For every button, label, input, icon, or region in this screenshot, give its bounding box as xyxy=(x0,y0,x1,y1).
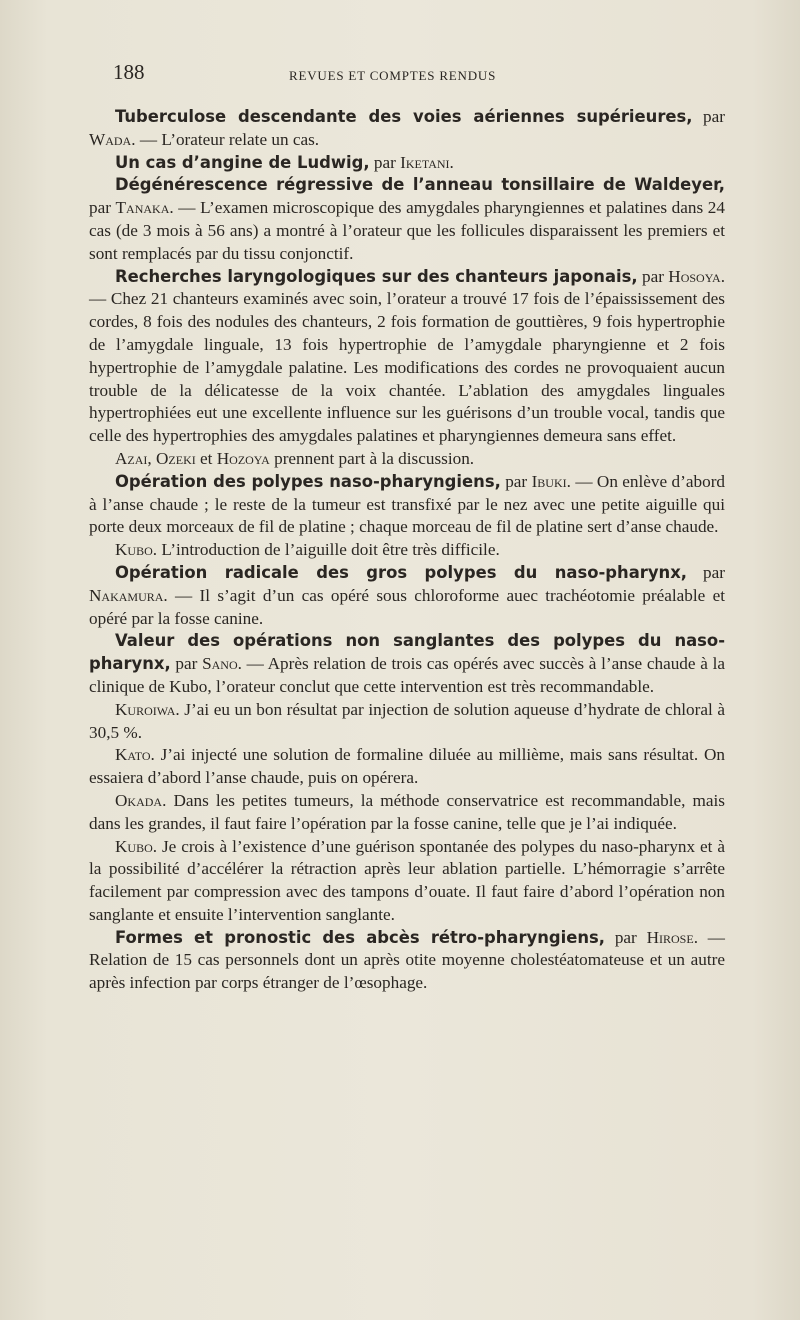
paragraph-text: . xyxy=(449,152,454,172)
paragraph-text: . — Relation de 15 cas personnels dont un après otite moyenne cholestéatomateuse et un autre après infection par corps étranger de l’œsophage. xyxy=(89,927,725,993)
article-body xyxy=(89,106,725,995)
author: Kubo xyxy=(115,836,153,856)
heading: Formes et pronostic des abcès rétro-pharyngiens, xyxy=(115,927,606,947)
paragraph-text: . — Après relation de trois cas opérés avec succès à l’anse chaude à la clinique de Kubo, l’orateur conclut que cette intervention est très recommandable. xyxy=(89,654,725,696)
paragraph: Formes et pronostic des abcès rétro-pharyngiens, par Hirose. — Relation de 15 cas personnels dont un après otite moyenne cholestéatomateuse et un autre après infection par corps étranger de l’œsophage. xyxy=(89,927,725,993)
paragraph-text: . J’ai eu un bon résultat par injection de solution aqueuse d’hydrate de chloral à 30,5 %. xyxy=(89,699,725,742)
paragraph xyxy=(89,699,725,745)
heading: Opération des polypes naso-pharyngiens, xyxy=(115,471,501,491)
author: Nakamura xyxy=(89,585,164,605)
paragraph xyxy=(89,539,725,562)
paragraph xyxy=(89,790,725,836)
author: Kuroiwa xyxy=(115,699,176,719)
author: Okada xyxy=(115,790,163,810)
author: Wada xyxy=(89,129,132,149)
author: Hirose xyxy=(646,927,694,947)
paragraph-text: . — Chez 21 chanteurs examinés avec soin, l’orateur a trouvé 17 fois de l’épaississement des cordes, 8 fois des nodules des chanteurs, 2 fois formation de gouttières, 9 fois hypertrophie de l’amygdale linguale, 13 fois hypertrophie de l’amygdale pharyngienne et 2 fois hypertrophie de l’amygdale palatine. Les modifications des cordes ne provoquaient aucun trouble de la délicatesse de la voix chantée. L’ablation des amygdales linguales hypertrophiées eut une excellente influence sur les guérisons d’un trouble vocal, tandis que celle des hypertrophies des amygdales palatines et pharyngiennes demeura sans effet. xyxy=(89,266,725,446)
paragraph-text: . L’introduction de l’aiguille doit être très difficile. xyxy=(152,540,500,560)
author: Hozoya xyxy=(216,448,270,468)
paragraph: Dégénérescence régressive de l’anneau tonsillaire de Waldeyer, par Tanaka. — L’examen microscopique des amygdales pharyngiennes et palatines dans 24 cas (de 3 mois à 56 ans) a montré à l’orateur que les follicules disparaissent les premiers et sont remplacés par du tissu conjonctif. xyxy=(89,175,725,263)
author: Azai, Ozeki xyxy=(115,448,196,468)
author: Kato xyxy=(115,745,151,765)
page-number: 188 xyxy=(113,60,145,84)
heading: Un cas d’angine de Ludwig, xyxy=(115,152,370,172)
paragraph: Un cas d’angine de Ludwig, par Iketani. xyxy=(115,152,454,172)
paragraph: Tuberculose descendante des voies aériennes supérieures, par Wada. — L’orateur relate un cas. xyxy=(89,107,725,149)
running-title: REVUES ET COMPTES RENDUS xyxy=(289,68,497,83)
paragraph xyxy=(89,744,725,790)
paragraph: Opération radicale des gros polypes du naso-pharynx, par Nakamura. — Il s’agit d’un cas opéré sous chloroforme auec trachéotomie préalable et opéré par la fosse canine. xyxy=(89,562,725,628)
author: Kubo xyxy=(115,540,153,560)
heading: Opération radicale des gros polypes du naso-pharynx, xyxy=(115,562,687,582)
heading: Valeur des opérations non sanglantes des polypes du naso-pharynx, xyxy=(89,631,725,674)
paragraph: Azai, Ozeki et Hozoya prennent part à la discussion. xyxy=(115,448,475,468)
paragraph-text: . — On enlève d’abord à l’anse chaude ; le reste de la tumeur est transfixé par le nez avec une petite aiguille qui porte deux morceaux de fil de platine ; chaque morceau de fil de platine sert d’anse chaude. xyxy=(89,471,726,537)
paragraph-text: . Dans les petites tumeurs, la méthode conservatrice est recommandable, mais dans les grandes, il faut faire l’opération par la fosse canine, telle que je l’ai indiquée. xyxy=(89,790,725,833)
author: Tanaka xyxy=(115,198,170,218)
author: Ibuki xyxy=(531,471,567,491)
paragraph-text: prennent part à la discussion. xyxy=(269,448,475,468)
author: Sano xyxy=(202,654,238,674)
paragraph-text: . Je crois à l’existence d’une guérison spontanée des polypes du naso-pharynx et à la possibilité d’accélérer la rétraction après leur ablation partielle. L’hémorragie s’arrête facilement par compression avec des tampons d’ouate. Il faut faire d’abord l’opération non sanglante et ensuite l’intervention sanglante. xyxy=(89,836,725,924)
paragraph-text: . — Il s’agit d’un cas opéré sous chloroforme auec trachéotomie préalable et opéré par la fosse canine. xyxy=(89,585,725,628)
author: Hosoya xyxy=(668,266,721,286)
paragraph xyxy=(89,836,725,927)
author: Iketani xyxy=(400,152,450,172)
paragraph-text: . — L’orateur relate un cas. xyxy=(131,129,320,149)
paragraph-text: . — L’examen microscopique des amygdales pharyngiennes et palatines dans 24 cas (de 3 mois à 56 ans) a montré à l’orateur que les follicules disparaissent les premiers et sont remplacés par du tissu conjonctif. xyxy=(89,198,725,263)
heading: Dégénérescence régressive de l’anneau tonsillaire de Waldeyer, xyxy=(115,175,725,195)
paragraph: Recherches laryngologiques sur des chanteurs japonais, par Hosoya. — Chez 21 chanteurs examinés avec soin, l’orateur a trouvé 17 fois de l’épaississement des cordes, 8 fois des nodules des chanteurs, 2 fois formation de gouttières, 9 fois hypertrophie de l’amygdale linguale, 13 fois hypertrophie de l’amygdale pharyngienne et 2 fois hypertrophie de l’amygdale palatine. Les modifications des cordes ne provoquaient aucun trouble de la délicatesse de la voix chantée. L’ablation des amygdales linguales hypertrophiées eut une excellente influence sur les guérisons d’un trouble vocal, tandis que celle des hypertrophies des amygdales palatines et pharyngiennes demeura sans effet. xyxy=(89,266,725,446)
page-header xyxy=(113,60,725,90)
paragraph: Valeur des opérations non sanglantes des polypes du naso-pharynx, par Sano. — Après relation de trois cas opérés avec succès à l’anse chaude à la clinique de Kubo, l’orateur conclut que cette intervention est très recommandable. xyxy=(89,631,725,696)
heading: Tuberculose descendante des voies aériennes supérieures, xyxy=(115,107,693,126)
paragraph-text: . J’ai injecté une solution de formaline diluée au millième, mais sans résultat. On essaiera d’abord l’anse chaude, puis on opérera. xyxy=(89,745,725,788)
paragraph: Opération des polypes naso-pharyngiens, par Ibuki. — On enlève d’abord à l’anse chaude ; le reste de la tumeur est transfixé par le nez avec une petite aiguille qui porte deux morceaux de fil de platine ; chaque morceau de fil de platine sert d’anse chaude. xyxy=(89,471,726,537)
heading: Recherches laryngologiques sur des chanteurs japonais, xyxy=(115,266,638,286)
